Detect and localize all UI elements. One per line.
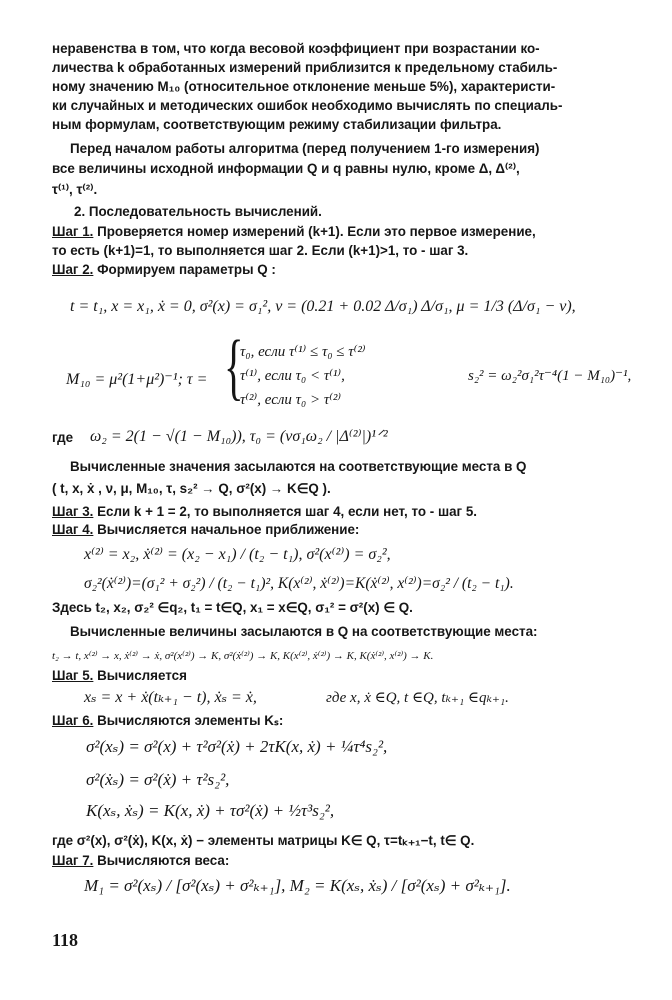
step-label: Шаг 7. — [52, 853, 94, 868]
formula-initial-approx-2: σ₂²(ẋ⁽²⁾)=(σ₁² + σ₂²) / (t₂ − t₁)², K(x⁽²⁾, ẋ⁽²⁾)=K(ẋ⁽²⁾, x⁽²⁾)=σ₂² / (t₂ − t₁). — [84, 575, 514, 592]
text-line: ному значению M₁₀ (относительное отклонение меньше 5%), характеристи- — [52, 79, 556, 94]
text-line: личества k обработанных измерений приблизится к предельному стабиль- — [52, 60, 558, 75]
step-text: Формируем параметры Q : — [93, 262, 276, 277]
step-label: Шаг 1. — [52, 224, 94, 239]
text-line: Перед началом работы алгоритма (перед получением 1-го измерения) — [70, 141, 540, 156]
formula-k: K(xₛ, ẋₛ) = K(x, ẋ) + τσ²(ẋ) + ½τ³s₂², — [86, 801, 335, 820]
formula-weights: M₁ = σ²(xₛ) / [σ²(xₛ) + σ²ₖ₊₁], M₂ = K(xₛ, ẋₛ) / [σ²(xₛ) + σ²ₖ₊₁]. — [84, 876, 511, 895]
step-text: Проверяется номер измерений (k+1). Если это первое измерение, — [93, 224, 536, 239]
text-line: ( t, x, ẋ , ν, μ, M₁₀, τ, s₂² → Q, σ²(x) → K∈Q ). — [52, 481, 331, 496]
formula-m10-tau: M₁₀ = μ²(1+μ²)⁻¹; τ = — [66, 371, 208, 388]
text-line: Вычисленные значения засылаются на соответствующие места в Q — [70, 459, 527, 474]
step-7 — [52, 853, 229, 869]
step-label: Шаг 6. — [52, 713, 94, 728]
formula-extrapolation-where: где x, ẋ ∈Q, t ∈Q, tₖ₊₁ ∈qₖ₊₁. — [326, 690, 509, 706]
formula-extrapolation: xₛ = x + ẋ(tₖ₊₁ − t), ẋₛ = ẋ, — [84, 689, 257, 706]
text-line: где σ²(x), σ²(ẋ), K(x, ẋ) − элементы матрицы K∈ Q, τ=tₖ₊₁−t, t∈ Q. — [52, 833, 475, 848]
step-text: Вычисляется — [93, 668, 187, 683]
left-brace: { — [224, 326, 244, 408]
step-2 — [52, 262, 276, 278]
formula-omega-tau0: ω₂ = 2(1 − √(1 − M₁₀)), τ₀ = (νσ₁ω₂ / |Δ⁽²⁾|)¹ᐟ² — [90, 428, 388, 445]
formula-s2: s₂² = ω₂²σ₁²τ⁻⁴(1 − M₁₀)⁻¹, — [468, 368, 632, 384]
text-line: неравенства в том, что когда весовой коэффициент при возрастании ко- — [52, 41, 540, 56]
step-4 — [52, 522, 359, 538]
text-line: Вычисленные величины засылаются в Q на соответствующие места: — [70, 624, 538, 639]
step-label: Шаг 4. — [52, 522, 94, 537]
step-5 — [52, 668, 187, 684]
formula-initial-params: t = t₁, x = x₁, ẋ = 0, σ²(x) = σ₁², ν = (0.21 + 0.02 Δ/σ₁) Δ/σ₁, μ = 1/3 (Δ/σ₁ − ν), — [70, 298, 576, 315]
step-label: Шаг 2. — [52, 262, 94, 277]
text-line: ки случайных и методических ошибок необходимо вычислять по специаль- — [52, 98, 563, 113]
step-text: Вычисляются элементы Kₛ: — [93, 713, 284, 728]
formula-assignments: t₂ → t, x⁽²⁾ → x, ẋ⁽²⁾ → ẋ, σ²(x⁽²⁾) → K, σ²(ẋ⁽²⁾) → K, K(x⁽²⁾, ẋ⁽²⁾) → K, K(ẋ⁽²⁾, x⁽²⁾) → K. — [52, 650, 434, 662]
formula-sigma-xdot: σ²(ẋₛ) = σ²(ẋ) + τ²s₂², — [86, 770, 230, 789]
step-label: Шаг 3. — [52, 504, 94, 519]
text-line: τ⁽¹⁾, τ⁽²⁾. — [52, 182, 98, 197]
section-heading: 2. Последовательность вычислений. — [74, 204, 322, 219]
step-3 — [52, 504, 477, 520]
step-6 — [52, 713, 283, 729]
text-line: ным формулам, соответствующим режиму стабилизации фильтра. — [52, 117, 502, 132]
step-text: Если k + 1 = 2, то выполняется шаг 4, если нет, то - шаг 5. — [93, 504, 478, 519]
case-line: τ⁽¹⁾, если τ₀ < τ⁽¹⁾, — [240, 368, 345, 384]
step-text: Вычисляется начальное приближение: — [93, 522, 360, 537]
case-line: τ₀, если τ⁽¹⁾ ≤ τ₀ ≤ τ⁽²⁾ — [240, 344, 366, 360]
step-label: Шаг 5. — [52, 668, 94, 683]
where-label: где — [52, 430, 74, 445]
step-text: Вычисляются веса: — [93, 853, 230, 868]
step-1 — [52, 224, 536, 240]
case-line: τ⁽²⁾, если τ₀ > τ⁽²⁾ — [240, 392, 342, 408]
formula-initial-approx: x⁽²⁾ = x₂, ẋ⁽²⁾ = (x₂ − x₁) / (t₂ − t₁), σ²(x⁽²⁾) = σ₂², — [84, 546, 391, 563]
page-number: 118 — [52, 930, 79, 950]
formula-sigma-x: σ²(xₛ) = σ²(x) + τ²σ²(ẋ) + 2τK(x, ẋ) + ¼τ⁴s₂², — [86, 737, 388, 756]
text-line: то есть (k+1)=1, то выполняется шаг 2. Если (k+1)>1, то - шаг 3. — [52, 243, 469, 258]
text-line: все величины исходной информации Q и q равны нулю, кроме Δ, Δ⁽²⁾, — [52, 161, 520, 176]
text-line: Здесь t₂, x₂, σ₂² ∈q₂, t₁ = t∈Q, x₁ = x∈Q, σ₁² = σ²(x) ∈ Q. — [52, 600, 413, 615]
